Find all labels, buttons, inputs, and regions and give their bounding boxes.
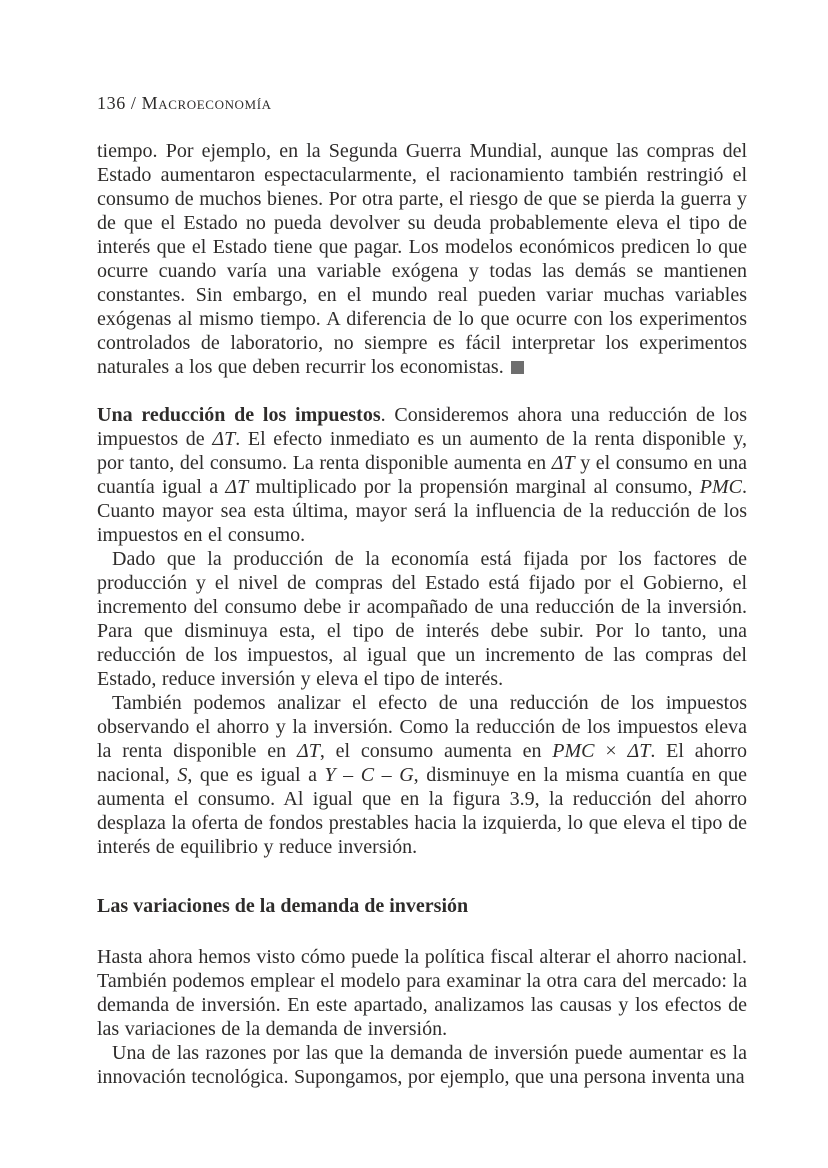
math-variable: ΔT	[296, 740, 320, 762]
math-variable: PMC	[699, 476, 742, 498]
text-run: , disminuye en la misma cuantía en que aumenta el consumo. Al igual que en la figura 3.9, la reducción del ahorro desplaza la oferta de fondos prestables hacia la izquierda, lo que eleva el tipo de interés de equilibrio y reduce inversión.	[97, 764, 748, 858]
math-variable: ΔT	[551, 452, 575, 474]
math-variable: ΔT	[627, 740, 651, 762]
math-variable: PMC	[552, 740, 595, 762]
math-variable: ΔT	[225, 476, 249, 498]
text-run: . Consideremos ahora una reducción de los impuestos de	[97, 404, 747, 450]
running-header	[97, 94, 272, 112]
text-run: Dado que la producción de la economía está fijada por los factores de producción y el nivel de compras del Estado está fijado por el Gobierno, el incremento del consumo debe ir acompañado de una reducción de la inversión. Para que disminuya esta, el tipo de interés debe subir. Por lo tanto, una reducción de los impuestos, al igual que un incremento de las compras del Estado, reduce inversión y eleva el tipo de interés.	[97, 548, 747, 690]
math-variable: S	[177, 764, 188, 786]
text-run: . Cuanto mayor sea esta última, mayor será la influencia de la reducción de los impuestos en el consumo.	[97, 476, 747, 546]
text-run: Hasta ahora hemos visto cómo puede la política fiscal alterar el ahorro nacional. También podemos emplear el modelo para examinar la otra cara del mercado: la demanda de inversión. En este apartado, analizamos las causas y los efectos de las variaciones de la demanda de inversión.	[97, 946, 747, 1040]
paragraph	[97, 945, 747, 1041]
math-variable: G	[399, 764, 414, 786]
math-variable: ΔT	[212, 428, 236, 450]
paragraph	[97, 139, 747, 379]
text-run: , el consumo aumenta en	[319, 740, 553, 762]
text-block	[97, 139, 747, 1089]
text-run: tiempo. Por ejemplo, en la Segunda Guerra Mundial, aunque las compras del Estado aumentaron espectacularmente, el racionamiento también restringió el consumo de muchos bienes. Por otra parte, el riesgo de que se pierda la guerra y de que el Estado no pueda devolver su deuda probablemente eleva el tipo de interés que el Estado tiene que pagar. Los modelos económicos predicen lo que ocurre cuando varía una variable exógena y todas las demás se mantienen constantes. Sin embargo, en el mundo real pueden variar muchas variables exógenas al mismo tiempo. A diferencia de lo que ocurre con los experimentos controlados de laboratorio, no siempre es fácil interpretar los experimentos naturales a los que deben recurrir los economistas.	[97, 140, 747, 378]
text-run: . El efecto inmediato es un aumento de la renta disponible y, por tanto, del consumo. La renta disponible aumenta en	[97, 428, 747, 474]
paragraph	[97, 547, 747, 691]
text-run: Una de las razones por las que la demanda de inversión puede aumentar es la innovación tecnológica. Supongamos, por ejemplo, que una persona inventa una	[97, 1042, 747, 1088]
text-run: –	[335, 764, 361, 786]
bold-run: Una reducción de los impuestos	[97, 404, 381, 426]
text-run: ×	[594, 740, 628, 762]
text-run: , que es igual a	[187, 764, 325, 786]
paragraph	[97, 1041, 747, 1089]
text-run: –	[374, 764, 400, 786]
book-title: Macroeconomía	[141, 93, 272, 113]
text-run: y el consumo en una cuantía igual a	[97, 452, 747, 498]
math-variable: Y	[324, 764, 336, 786]
paragraph	[97, 691, 747, 859]
text-run: multiplicado por la propensión marginal al consumo,	[248, 476, 700, 498]
math-variable: C	[360, 764, 375, 786]
paragraph	[97, 403, 747, 547]
text-run: También podemos analizar el efecto de una reducción de los impuestos observando el ahorro y la inversión. Como la reducción de los impuestos eleva la renta disponible en	[97, 692, 747, 762]
header-separator: /	[130, 93, 137, 113]
text-run: . El ahorro nacional,	[97, 740, 747, 786]
page-number: 136	[97, 93, 126, 113]
section-heading: Las variaciones de la demanda de inversión	[97, 895, 469, 917]
end-of-section-marker-icon	[511, 361, 524, 374]
